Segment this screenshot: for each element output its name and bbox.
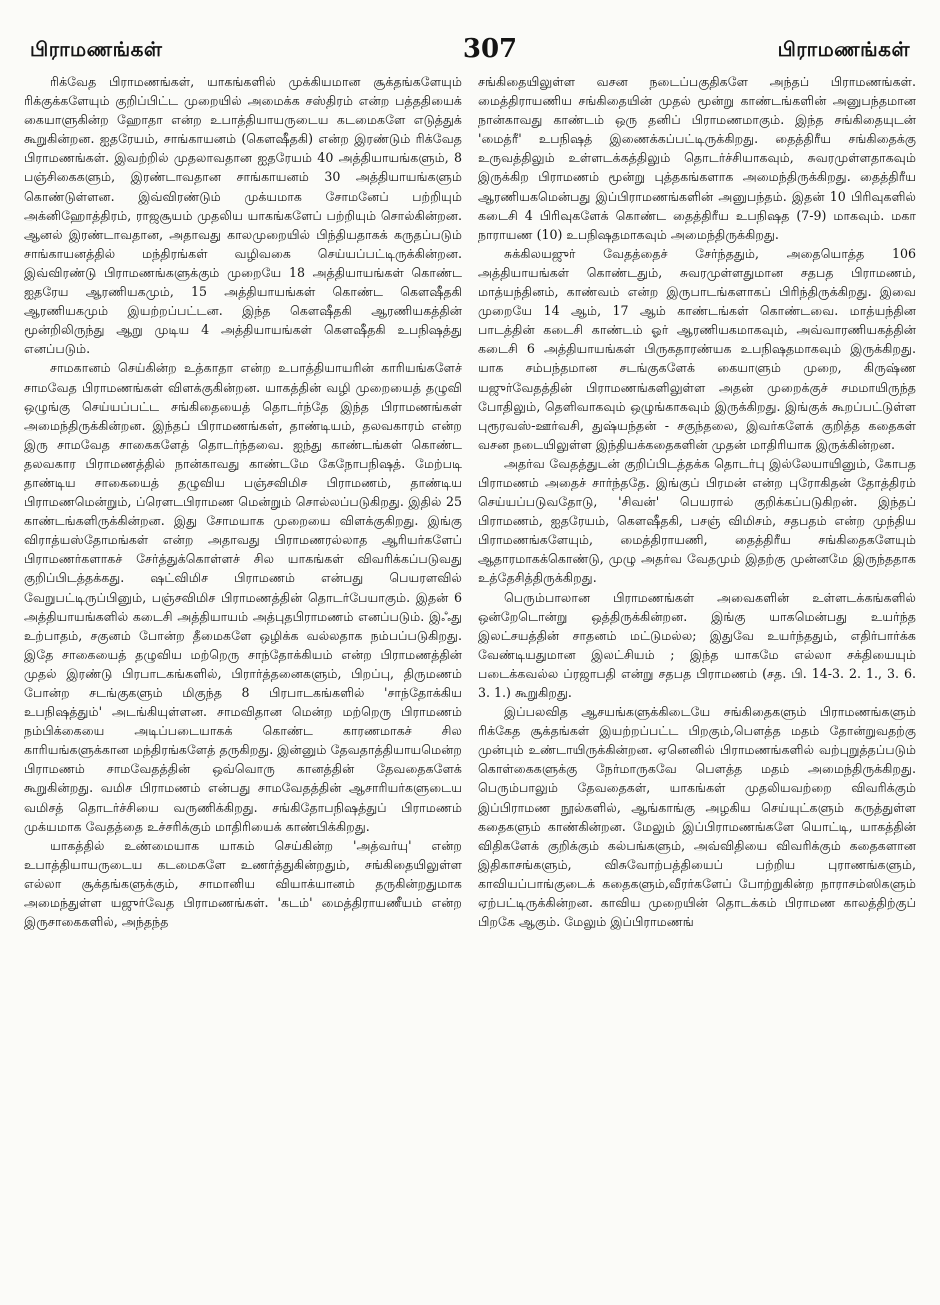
text-columns bbox=[24, 72, 916, 1287]
paragraph: பெரும்பாலான பிராமணங்கள் அவைகளின் உள்ளடக்கங்களில் ஒன்றேடொன்று ஒத்திருக்கின்றன. இங்கு யாகமென்பது உயர்ந்த இலட்சயத்தின் சாதனம் மட்டுமல்ல; இதுவே உயர்ந்ததும், எதிர்பார்க்க வேண்டியதுமான இலட்சியம் ; இந்த யாகமே எல்லா சக்தியையும் படைக்கவல்ல ப்ரஜாபதி என்று சதபத பிராமணம் (சத. பி. 14-3. 2. 1., 3. 6. 3. 1.) கூறுகிறது. bbox=[478, 589, 916, 700]
paragraph: யாகத்தில் உண்மையாக யாகம் செய்கின்ற 'அத்வர்யு' என்ற உபாத்தியாயருடைய கடமைகளே உணர்த்துகின்றதும், சங்கிதையிலுள்ள எல்லா சூக்தங்களுக்கும், சாமானிய வியாக்யானம் தருகின்றதுமாக அமைந்துள்ள யஜுர்வேத பிராமணங்கள். 'கடம்' மைத்திராயணீயம் என்ற இருசாகைகளில், அந்தந்த bbox=[24, 837, 462, 930]
left-column bbox=[24, 72, 462, 1287]
paragraph: சங்கிதையிலுள்ள வசன நடைப்பகுதிகளே அந்தப் பிராமணங்கள். மைத்திராயணிய சங்கிதையின் முதல் மூன்று காண்டங்களின் அனுபந்தமான நான்காவது காண்டம் ஒரு தனிப் பிராமணமாகும். இந்த சங்கிதையுடன் 'மைத்ரீ' உபநிஷத் இணைக்கப்பட்டிருக்கிறது. தைத்திரீய சங்கிதைக்கு உருவத்திலும் உள்ளடக்கத்திலும் தொடர்ச்சியாகவும், சுவரமுள்ளதாகவும் இருக்கிற பிராமணம் மூன்று புத்தகங்களாக அமைந்திருக்கிறது. தைத்திரீய ஆரணியகமென்பது இப்பிராமணங்களின் அனுபந்தம். இதன் 10 பிரிவுகளில் கடைசி 4 பிரிவுகளேக் கொண்ட தைத்திரீய உபநிஷத (7-9) மாகவும். மகா நாராயண (10) உபநிஷதமாகவும் அமைந்திருக்கிறது. bbox=[478, 74, 916, 242]
page-number: 307 bbox=[462, 34, 518, 64]
paragraph: இப்பலவித ஆசயங்களுக்கிடையே சங்கிதைகளும் பிராமணங்களும் ரிக்கேத சூக்தங்கள் இயற்றப்பட்ட பிறகும்,பௌத்த மதம் தோன்றுவதற்கு முன்பும் உண்டாயிருக்கின்றன. ஏனெனில் பிராமணங்களில் வற்புறுத்தப்படும் கொள்கைகளுக்கு நேர்மாருகவே பௌத்த மதம் அமைந்திருக்கிறது. பெரும்பாலும் தேவதைகள், யாகங்கள் முதலியவற்றை விவரிக்கும் இப்பிராமண நூல்களில், ஆங்காங்கு அழகிய செய்யுட்களும் கருத்துள்ள கதைகளும் காண்கின்றன. மேலும் இப்பிராமணங்களே யொட்டி, யாகத்தின் விதிகளேக் குறிக்கும் கல்பங்களும், அவ்விதியை விவரிக்கும் கதைகளான இதிகாசங்களும், விசுவோற்பத்தியைப் பற்றிய புராணங்களும், காவியப்பாங்குடைக் கதைகளும்,வீரர்களேப் போற்றுகின்ற நாராசம்ஸிகளும் ஏற்பட்டிருக்கின்றன. காவிய முறையின் தொடக்கம் பிராமண காலத்திற்குப் பிறகே ஆகும். மேலும் இப்பிராமணங் bbox=[478, 704, 916, 930]
paragraph: சுக்கிலயஜுர் வேதத்தைச் சேர்ந்ததும், அதையொத்த 106 அத்தியாயங்கள் கொண்டதும், சுவரமுள்ளதுமான சதபத பிராமணம், மாத்யந்தினம், காண்வம் என்ற இருபாடங்களாகப் பிரிந்திருக்கிறது. இவை முறையே 14 ஆம், 17 ஆம் காண்டங்கள் கொண்டவை. மாத்யந்தின பாடத்தின் கடைசி காண்டம் ஓர் ஆரணியகமாகவும், அவ்வாரணியகத்தின் கடைசி 6 அத்தியாயங்கள் பிருகதாரண்யக உபநிஷதமாகவும் இருக்கிறது. யாக சம்பந்தமான சடங்குகளேக் கையாளும் முறை, கிருஷ்ண யஜுர்வேதத்தின் பிராமணங்களிலுள்ள அதன் முறைக்குச் சமமாயிருந்த போதிலும், தெளிவாகவும் ஒழுங்காகவும் இருக்கிறது. இங்குக் கூறப்பட்டுள்ள புரூரவஸ்-ஊர்வசி, துஷ்யந்தன் - சகுந்தலை, இவர்களேக் குறித்த கதைகள் வசன நடையிலுள்ள இந்தியக்கதைகளின் முதன் மாதிரியாக இருக்கின்றன. bbox=[478, 245, 916, 452]
right-column bbox=[478, 72, 916, 1287]
paragraph: ரிக்வேத பிராமணங்கள், யாகங்களில் முக்கியமான சூக்தங்களேயும் ரிக்குக்களேயும் குறிப்பிட்ட முறையில் அமைக்க சஸ்திரம் என்ற பத்ததியைக் கையாளுகின்ற ஹோதா என்ற உபாத்தியாயருடைய கடமைகளே எடுத்துக் கூறுகின்றன. ஐதரேயம், சாங்காயனம் (கௌஷீதகி) என்ற இரண்டும் ரிக்வேத பிராமணங்கள். இவற்றில் முதலாவதான ஐதரேயம் 40 அத்தியாயங்களும், 8 பஞ்சிகைகளும், இரண்டாவதான சாங்காயனம் 30 அத்தியாயங்களும் கொண்டுள்ளன. இவ்விரண்டும் முக்யமாக சோமனேப் பற்றியும் அக்னிஹோத்திரம், ராஜசூயம் முதலிய யாகங்களேப் பற்றியும் சொல்கின்றன. ஆனல் இரண்டாவதான, அதாவது காலமுறையில் பிந்தியதாகக் கருதப்படும் சாங்காயனத்தில் மந்திரங்கள் வழிவகை செய்யப்பட்டிருக்கின்றன. இவ்விரண்டு பிராமணங்களுக்கும் முறையே 18 அத்தியாயங்கள் கொண்ட ஐதரேய ஆரணியகமும், 15 அத்தியாயங்கள் கொண்ட கௌஷீதகி ஆரணியகமும் இயற்றப்பட்டன. இந்த கௌஷீதகி ஆரணியகத்தின் மூன்றிலிருந்து ஆறு முடிய 4 அத்தியாயங்கள் கௌஷீதகி உபநிஷத்து எனப்படும். bbox=[24, 74, 462, 357]
paragraph: அதர்வ வேதத்துடன் குறிப்பிடத்தக்க தொடர்பு இல்லேயாயினும், கோபத பிராமணம் அதைச் சார்ந்ததே. இங்குப் பிரமன் என்ற புரோகிதன் தோத்திரம் செய்யப்படுவதோடு, 'சிவன்' பெயரால் குறிக்கப்படுகிறன். இந்தப் பிராமணம், ஐதரேயம், கௌஷீதகி, பசஞ் விமிசம், சதபதம் என்ற முந்திய பிராமணங்களேயும், மைத்திராயணி, தைத்திரீய சங்கிதைகளேயும் ஆதாரமாகக்கொண்டு, முழு அதர்வ வேதமும் இதற்கு முன்னமே இருந்ததாக உத்தேசித்திருக்கிறது. bbox=[478, 455, 916, 586]
page-header bbox=[30, 30, 910, 64]
running-head-left: பிராமணங்கள் bbox=[30, 37, 163, 61]
paragraph: சாமகானம் செய்கின்ற உத்காதா என்ற உபாத்தியாயரின் காரியங்களேச் சாமவேத பிராமணங்கள் விளக்குகின்றன. யாகத்தின் வழி முறையைத் தழுவி ஒழுங்கு செய்யப்பட்ட சங்கிதையைத் தொடர்ந்தே இந்த பிராமணங்கள் அமைந்திருக்கின்றன. இந்தப் பிராமணங்கள், தாண்டியம், தலவகாரம் என்ற இரு சாமவேத சாகைகளேத் தொடர்ந்தவை. ஐந்து காண்டங்கள் கொண்ட தலவகார பிராமணத்தில் நான்காவது காண்டமே கேநோபநிஷத். மேற்படி தாண்டிய சாகையைத் தழுவிய பஞ்சவிமிச பிராமணம், தாண்டிய பிராமணமென்றும், ப்ரௌடபிராமண மென்றும் சொல்லப்படுகிறது. இதில் 25 காண்டங்களிருக்கின்றன. இது சோமயாக முறையை விளக்குகிறது. இங்கு விராத்யஸ்தோமங்கள் என்ற அதாவது பிராமணரல்லாத ஆரியர்களேப் பிராமணர்களாகச் சேர்த்துக்கொள்ளச் சில யாகங்கள் விவரிக்கப்படுவது குறிப்பிடத்தக்கது. ஷட்விமிச பிராமணம் என்பது பெயரளவில் வேறுபட்டிருப்பினும், பஞ்சவிமிச பிராமணத்தின் தொடர்பேயாகும். இதன் 6 அத்தியாயங்களில் கடைசி அத்தியாயம் அத்புதபிராமணம் எனப்படும். இஃது உற்பாதம், சகுனம் போன்ற தீமைகளே ஒழிக்க வல்லதாக நம்பப்படுகிறது. இதே சாகையைத் தழுவிய மற்றெரு சாந்தோக்கியம் என்ற பிராமணத்தின் முதல் இரண்டு பிரபாடகங்களில், பிரார்த்தனைகளும், பிறப்பு, திருமணம் போன்ற சடங்குகளும் மிகுந்த 8 பிரபாடகங்களில் 'சாந்தோக்கிய உபநிஷத்தும்' அடங்கியுள்ளன. சாமவிதான மென்ற மற்றெரு பிராமணம் நம்பிக்கையை அடிப்படையாகக் கொண்ட காரணமாகச் சில காரியங்களுக்கான மந்திரங்களேத் தருகிறது. இன்னும் தேவதாத்தியாயமென்ற பிராமணம் சாமவேதத்தின் ஒவ்வொரு கானத்தின் தேவதைகளேக் கூறுகின்றது. வமிச பிராமணம் என்பது சாமவேதத்தின் ஆசாரியர்களுடைய வமிசத் தொடர்ச்சியை வருணிக்கிறது. சங்கிதோபநிஷத்துப் பிராமணம் முக்யமாக வேதத்தை உச்சரிக்கும் மாதிரியைக் காண்பிக்கிறது. bbox=[24, 360, 462, 834]
running-head-right: பிராமணங்கள் bbox=[777, 37, 910, 61]
